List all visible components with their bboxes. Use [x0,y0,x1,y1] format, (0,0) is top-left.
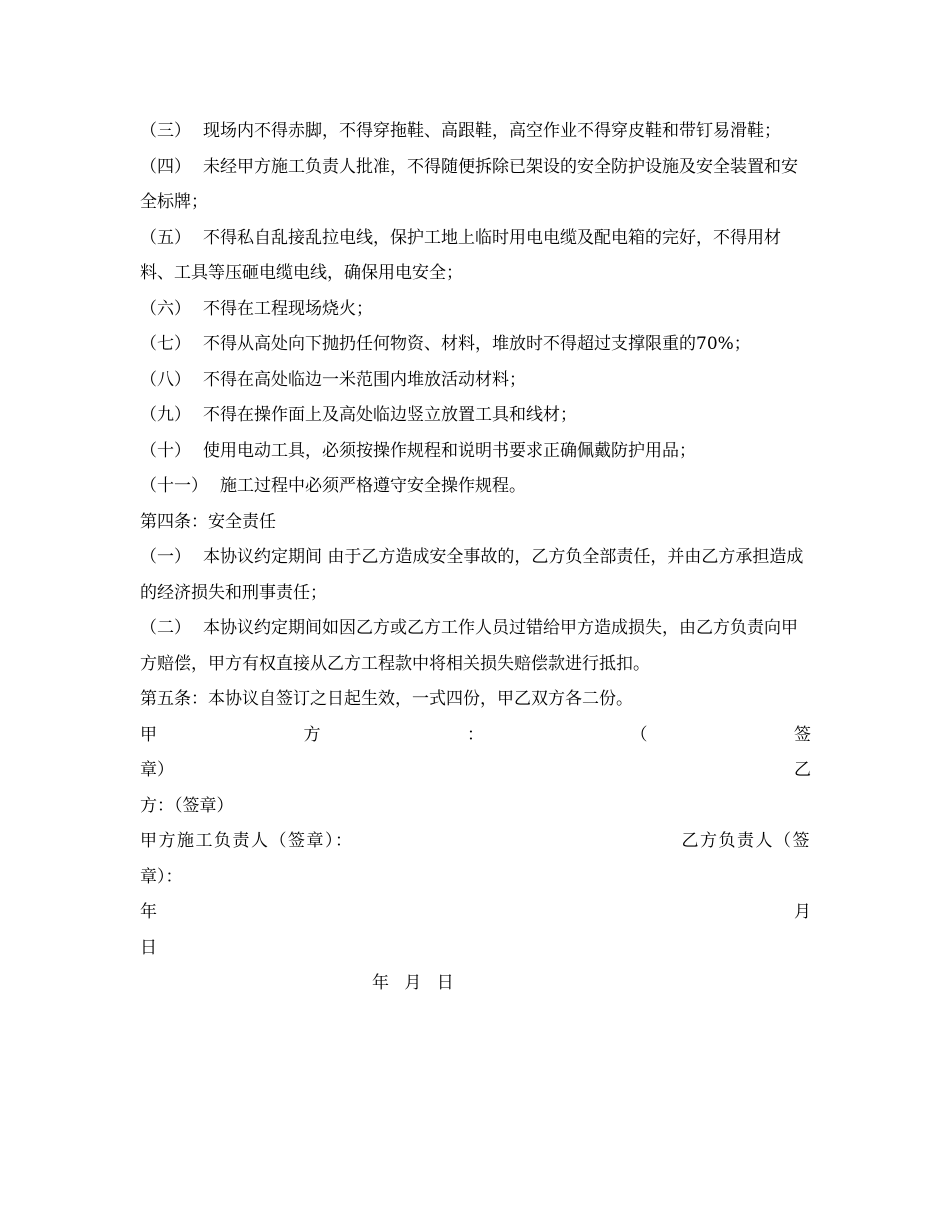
clause-text: 本协议约定期间 由于乙方造成安全事故的，乙方负全部责任，并由乙方承担造成的经济损失和刑事责任； [140,547,804,603]
clause-text: 不得在工程现场烧火； [203,298,373,319]
clause-10 [140,434,811,470]
clause-text: 现场内不得赤脚，不得穿拖鞋、高跟鞋，高空作业不得穿皮鞋和带钉易滑鞋； [203,121,781,141]
sig-word: 甲 [140,724,157,745]
sig-word: 乙 [794,760,811,780]
signature-line-1 [140,718,811,754]
signature-line-3: 方：（签章） [140,795,234,816]
article-4-item-1 [140,540,811,611]
clause-6 [140,292,811,328]
party-a-manager-sign: 甲方施工负责人（签章）： [140,831,354,851]
sig-word: 章） [140,760,174,780]
article-4-heading: 第四条：安全责任 [140,511,276,532]
sig-word: （ [630,724,648,745]
document-body [140,114,811,1002]
clause-4 [140,150,811,221]
sig-word: 方 [303,724,321,745]
date-month: 月 [794,902,811,922]
clause-label: （六） [140,298,191,319]
signature-line-5: 章）： [140,866,183,887]
signature-line-2 [140,753,811,789]
clause-label: （八） [140,369,191,390]
clause-text: 未经甲方施工负责人批准，不得随便拆除已架设的安全防护设施及安全装置和安全标牌； [140,156,798,212]
clause-text: 不得在高处临边一米范围内堆放活动材料； [203,369,526,390]
signature-line-6 [140,895,811,931]
clause-label: （十） [140,440,191,461]
clause-3 [140,114,811,150]
clause-text: 本协议约定期间如因乙方或乙方工作人员过错给甲方造成损失，由乙方负责向甲方赔偿，甲方有权直接从乙方工程款中将相关损失赔偿款进行抵扣。 [140,618,798,674]
clause-label: （四） [140,156,191,177]
clause-label: （三） [140,121,191,141]
clause-text: 不得从高处向下抛扔任何物资、材料，堆放时不得超过支撑限重的70%； [203,334,751,354]
clause-label: （五） [140,227,191,248]
clause-11 [140,469,811,505]
clause-text: 不得私自乱接乱拉电线，保护工地上临时用电电缆及配电箱的完好，不得用材料、工具等压砸电缆电线，确保用电安全； [140,227,781,283]
signature-date: 年 月 日 [372,973,459,993]
sig-word: 签 [794,724,811,745]
clause-text: 不得在操作面上及高处临边竖立放置工具和线材； [203,405,577,425]
clause-9 [140,398,811,434]
clause-5 [140,221,811,292]
article-4-item-2 [140,611,811,682]
clause-label: （七） [140,334,191,354]
date-year: 年 [140,902,157,922]
party-b-manager-sign: 乙方负责人（签 [681,831,811,851]
clause-label: （十一） [140,476,208,496]
clause-7 [140,327,811,363]
sig-word: ： [467,724,484,745]
article-5: 第五条：本协议自签订之日起生效，一式四份，甲乙双方各二份。 [140,689,633,709]
clause-label: （一） [140,547,191,567]
clause-text: 使用电动工具，必须按操作规程和说明书要求正确佩戴防护用品； [203,440,696,461]
clause-8 [140,363,811,399]
signature-date-row [140,966,811,1002]
clause-label: （二） [140,618,191,638]
clause-label: （九） [140,405,191,425]
clause-text: 施工过程中必须严格遵守安全操作规程。 [220,476,526,496]
signature-line-4 [140,824,811,860]
signature-line-7: 日 [140,937,157,958]
